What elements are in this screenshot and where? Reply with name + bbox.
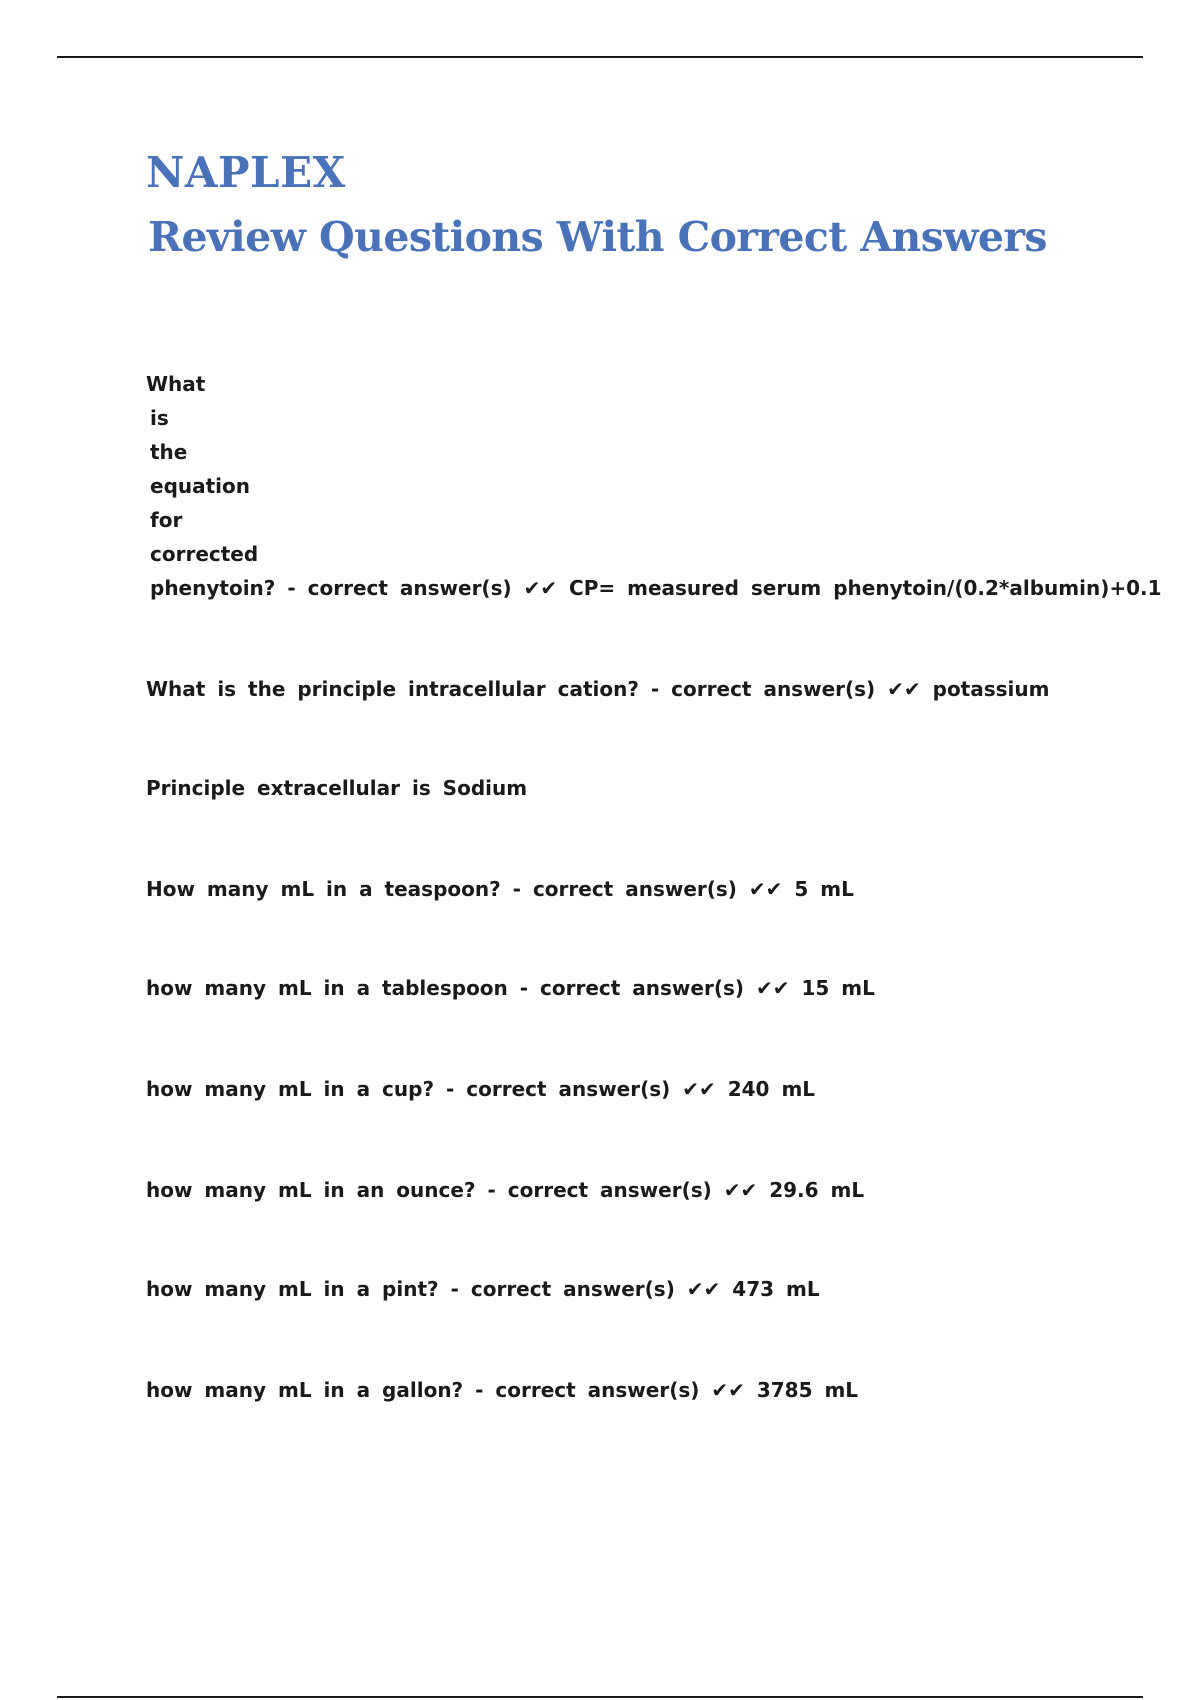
qa-item-teaspoon: How many mL in a teaspoon? - correct answer(s) ✔✔ 5 mL [146, 877, 854, 901]
note-extracellular: Principle extracellular is Sodium [146, 776, 528, 800]
qa-item-corrected-phenytoin [146, 367, 1162, 605]
document-title: NAPLEX [146, 148, 346, 197]
qa-item-ounce: how many mL in an ounce? - correct answer(s) ✔✔ 29.6 mL [146, 1178, 865, 1202]
document-subtitle: Review Questions With Correct Answers [148, 213, 1047, 261]
qa-item-pint: how many mL in a pint? - correct answer(s) ✔✔ 473 mL [146, 1277, 820, 1301]
question-word: equation [150, 474, 251, 498]
qa-item-gallon: how many mL in a gallon? - correct answer(s) ✔✔ 3785 mL [146, 1378, 859, 1402]
qa-item-cup: how many mL in a cup? - correct answer(s) ✔✔ 240 mL [146, 1077, 816, 1101]
question-word: the [150, 440, 188, 464]
question-answer-line: phenytoin? - correct answer(s) ✔✔ CP= measured serum phenytoin/(0.2*albumin)+0.1 [150, 576, 1162, 600]
question-word: for [150, 508, 183, 532]
qa-item-intracellular-cation: What is the principle intracellular cation? - correct answer(s) ✔✔ potassium [146, 677, 1050, 701]
qa-item-tablespoon: how many mL in a tablespoon - correct answer(s) ✔✔ 15 mL [146, 976, 875, 1000]
bottom-rule [57, 1696, 1143, 1698]
question-word: is [150, 406, 169, 430]
question-word: What [146, 372, 206, 396]
top-rule [57, 56, 1143, 58]
question-word: corrected [150, 542, 259, 566]
